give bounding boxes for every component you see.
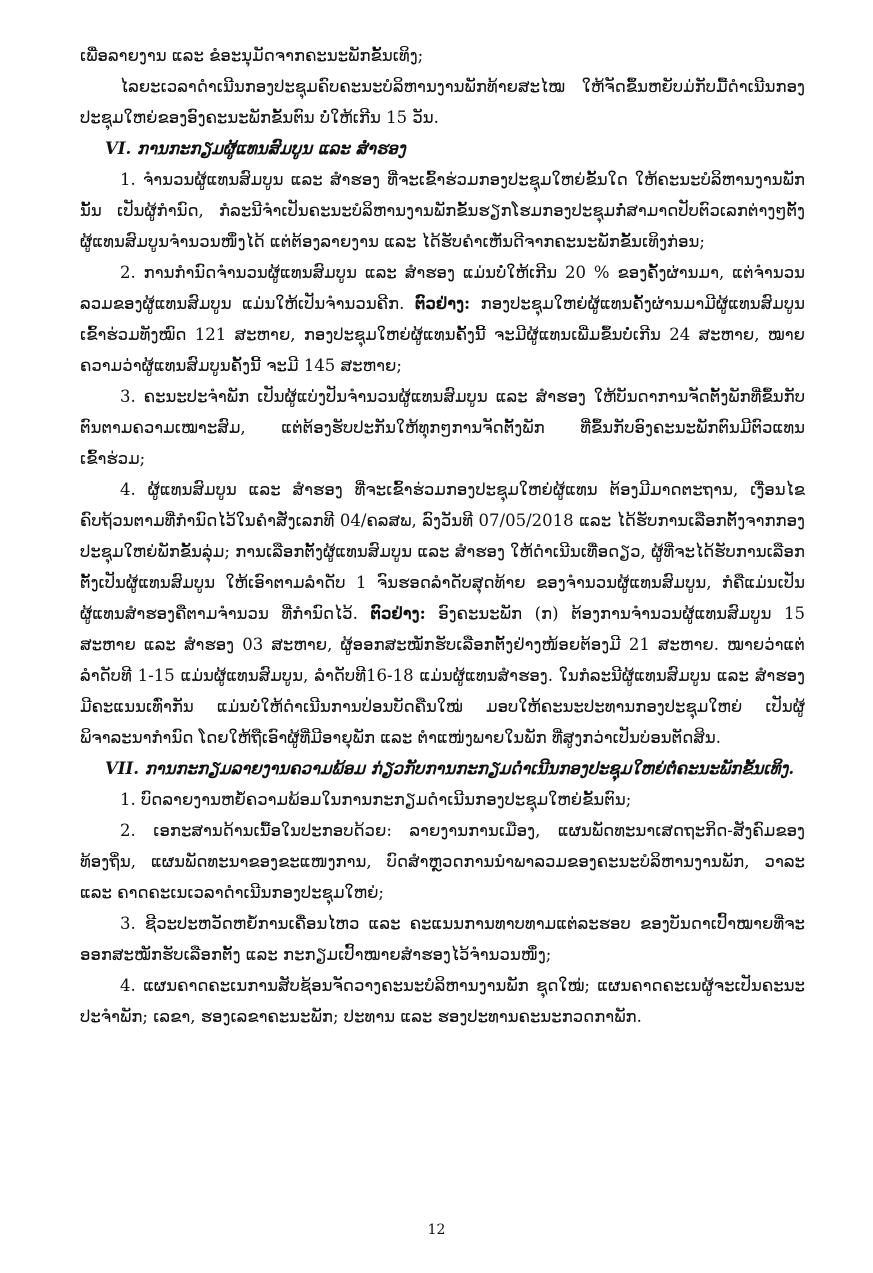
section-7-item-3: 3. ຊີວະປະຫວັດຫຍໍ້ການເຄື່ອນໄຫວ ແລະ ຄະແນນການທາບທາມແຕ່ລະຮອບ ຂອງບັນດາເປົ້າໝາຍທີ່ຈະອອກສະໝັກຮັບເລືອກຕັ້ງ ແລະ ກະກຽມເປົ້າໝາຍສຳຮອງໄວ້ຈຳນວນໜຶ່ງ; [80,914,805,964]
page-number: 12 [427,1222,446,1238]
section-7-item-2: 2. ເອກະສານດ້ານເນື້ອໃນປະກອບດ້ວຍ: ລາຍງານການເມືອງ, ແຜນພັດທະນາເສດຖະກິດ-ສັງຄົມຂອງທ້ອງຖິ່ນ, ແຜນພັດທະນາຂອງຂະແໜງການ, ບົດສໍາຫຼວດການນໍາພາລວມຂອງຄະນະບໍລິຫານງານພັກ, ວາລະ ແລະ ຄາດຄະເນເວລາດຳເນີນກອງປະຊຸມໃຫຍ່; [80,821,805,902]
intro-paragraph-0: ເພື່ອລາຍງານ ແລະ ຂໍອະນຸມັດຈາກຄະນະພັກຂັ້ນເທິງ; [80,46,424,65]
section-6-item-2-example-label: ຕົວຢ່າງ: [414,294,471,313]
section-6-item-2-text: 2. ການກຳນົດຈຳນວນຜູ້ແທນສົມບູນ ແລະ ສຳຮອງ ແມ່ນບໍ່ໃຫ້ເກີນ 20 % ຂອງຄັ້ງຜ່ານມາ, ແຕ່ຈຳນວນລວມຂອງຜູ້ແທນສົມບູນ ແມ່ນໃຫ້ເປັນຈຳນວນຄີກ. [80,263,805,313]
section-6-item-1: 1. ຈຳນວນຜູ້ແທນສົມບູນ ແລະ ສຳຮອງ ທີ່ຈະເຂົ້າຮ່ວມກອງປະຊຸມໃຫຍ່ຂັ້ນໃດ ໃຫ້ຄະນະບໍລິຫານງານພັກນັ້ນ ເປັນຜູ້ກຳນົດ, ກໍລະນີຈຳເປັນຄະນະບໍລິຫານງານພັກຂັ້ນຮຽກໂຮມກອງປະຊຸມກໍ່ສາມາດປັບຕົວເລກຕ່າງໆຕັ້ງຜູ້ແທນສົມບູນຈຳນວນໜຶ່ງໄດ້ ແຕ່ຕ້ອງລາຍງານ ແລະ ໄດ້ຮັບຄຳເຫັນດີຈາກຄະນະພັກຂັ້ນເທິງກ່ອນ; [80,170,805,251]
section-7-item-4: 4. ແຜນຄາດຄະເນການສັບຊ້ອນຈັດວາງຄະນະບໍລິຫານງານພັກ ຊຸດໃໝ່; ແຜນຄາດຄະເນຜູ້ຈະເປັນຄະນະປະຈຳພັກ; ເລຂາ, ຮອງເລຂາຄະນະພັກ; ປະທານ ແລະ ຮອງປະທານຄະນະກວດກາພັກ. [80,976,805,1026]
section-6-item-2-example: ກອງປະຊຸມໃຫຍ່ຜູ້ແທນຄັ້ງຜ່ານມາມີຜູ້ແທນສົມບູນເຂົ້າຮ່ວມທັງໝົດ 121 ສະຫາຍ, ກອງປະຊຸມໃຫຍ່ຜູ້ແທນຄັ້ງນີ້ ຈະມີຜູ້ແທນເພີ່ມຂຶ້ນບໍ່ເກີນ 24 ສະຫາຍ, ໝາຍຄວາມວ່າຜູ້ແທນສົມບູນຄັ້ງນີ້ ຈະມີ 145 ສະຫາຍ; [80,294,806,375]
section-6-item-4-text: 4. ຜູ້ແທນສົມບູນ ແລະ ສຳຮອງ ທີ່ຈະເຂົ້າຮ່ວມກອງປະຊຸມໃຫຍ່ຜູ້ແທນ ຕ້ອງມີມາດຕະຖານ, ເງື່ອນໄຂຄົບຖ້ວນຕາມທີ່ກຳນົດໄວ້ໃນຄຳສັ່ງເລກທີ 04/ຄລສພ, ລົງວັນທີ 07/05/2018 ແລະ ໄດ້ຮັບການເລືອກຕັ້ງຈາກກອງປະຊຸມໃຫຍ່ພັກຂັ້ນລຸ່ມ; ການເລືອກຕັ້ງຜູ້ແທນສົມບູນ ແລະ ສຳຮອງ ໃຫ້ດຳເນີນເທື່ອດຽວ, ຜູ້ທີ່ຈະໄດ້ຮັບການເລືອກຕັ້ງເປັນຜູ້ແທນສົມບູນ ໃຫ້ເອົາຕາມລຳດັບ 1 ຈົນຮອດລຳດັບສຸດທ້າຍ ຂອງຈຳນວນຜູ້ແທນສົມບູນ, ກໍຄືແມ່ນເປັນຜູ້ແທນສຳຮອງຄືຕາມຈຳນວນ ທີ່ກຳນົດໄວ້. [80,480,805,623]
section-6-item-3: 3. ຄະນະປະຈຳພັກ ເປັນຜູ້ແບ່ງປັນຈຳນວນຜູ້ແທນສົມບູນ ແລະ ສຳຮອງ ໃຫ້ບັນດາການຈັດຕັ້ງພັກທີ່ຂຶ້ນກັບຕົນຕາມຄວາມເໝາະສົມ, ແຕ່ຕ້ອງຮັບປະກັນໃຫ້ທຸກໆການຈັດຕັ້ງພັກ ທີ່ຂຶ້ນກັບອົງຄະນະພັກຕົນມີຕົວແທນເຂົ້າຮ່ວມ; [80,387,805,468]
section-6-item-4-example: ອົງຄະນະພັກ (ກ) ຕ້ອງການຈຳນວນຜູ້ແທນສົມບູນ 15 ສະຫາຍ ແລະ ສຳຮອງ 03 ສະຫາຍ, ຜູ້ອອກສະໝັກຮັບເລືອກຕັ້ງຢ່າງໜ້ອຍຕ້ອງມີ 21 ສະຫາຍ. ໝາຍວ່າແຕ່ລຳດັບທີ 1-15 ແມ່ນຜູ້ແທນສົມບູນ, ລຳດັບທີ16-18 ແມ່ນຜູ້ແທນສຳຮອງ. ໃນກໍລະນີຜູ້ແທນສົມບູນ ແລະ ສຳຮອງ ມີຄະແນນເທົ່າກັນ ແມ່ນບໍ່ໃຫ້ດຳເນີນການປ່ອນບັດຄືນໃໝ່ ມອບໃຫ້ຄະນະປະທານກອງປະຊຸມໃຫຍ່ ເປັນຜູ້ພິຈາລະນາກຳນົດ ໂດຍໃຫ້ຖືເອົາຜູ້ທີ່ມີອາຍຸພັກ ແລະ ຕຳແໜ່ງພາຍໃນພັກ ທີ່ສູງກວ່າເປັນບ່ອນຕັດສິນ. [80,604,806,747]
section-7-heading: VII. ການກະກຽມລາຍງານຄວາມພ້ອມ ກ່ຽວກັບການກະກຽມດຳເນີນກອງປະຊຸມໃຫຍ່ຕໍ່ຄະນະພັກຂັ້ນເທິງ. [105,759,795,778]
section-7-item-1: 1. ບົດລາຍງານຫຍໍ້ຄວາມພ້ອມໃນການກະກຽມດຳເນີນກອງປະຊຸມໃຫຍ່ຂັ້ນຕົນ; [120,790,632,809]
document-page [80,40,805,1032]
section-6-item-4 [80,474,805,753]
intro-paragraph-1: ໄລຍະເວລາດຳເນີນກອງປະຊຸມຄົບຄະນະບໍລິຫານງານພັກທ້າຍສະໄໝ ໃຫ້ຈັດຂຶ້ນຫຍັບມ່ກັບມື້ດຳເນີນກອງປະຊຸມໃຫຍ່ຂອງອົງຄະນະພັກຂັ້ນຕົນ ບໍ່ໃຫ້ເກີນ 15 ວັນ. [80,77,805,127]
section-6-heading: VI. ການກະກຽມຜູ້ແທນສົມບູນ ແລະ ສຳຮອງ [105,139,406,158]
section-6-item-4-example-label: ຕົວຢ່າງ: [370,604,426,623]
section-6-item-2 [80,257,805,381]
